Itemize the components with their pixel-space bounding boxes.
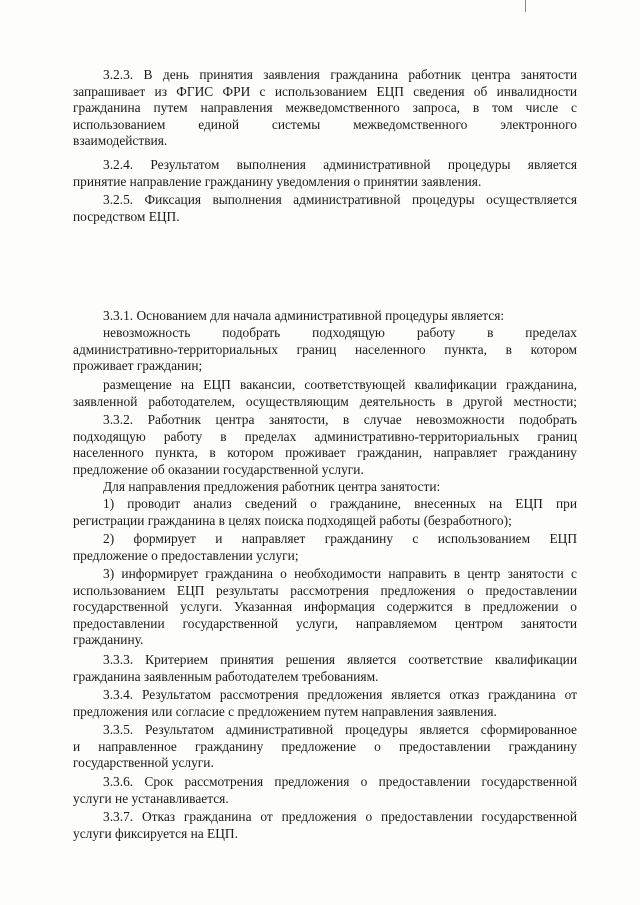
- text-line: 3.3.5. Результатом административной процедуры является сформированное: [103, 722, 577, 737]
- text-line: предоставлении государственной услуги, направляемом центром занятости: [73, 615, 577, 631]
- text-line: 3.3.1. Основанием для начала административной процедуры является:: [103, 308, 505, 323]
- text-line: услуги не устанавливается.: [73, 790, 229, 806]
- text-line: взаимодействия.: [73, 133, 168, 149]
- text-line: 3.2.4. Результатом выполнения административной процедуры является: [103, 157, 577, 172]
- text-line: проживает гражданин;: [73, 358, 203, 374]
- text-line: гражданину.: [73, 632, 144, 648]
- text-line: подходящую работу в пределах административно-территориальных границ: [73, 428, 577, 444]
- list-item-1: [73, 496, 577, 529]
- paragraph-3-3-1: [73, 308, 577, 325]
- text-line: запрашивает из ФГИС ФРИ с использованием ЕЦП сведения об инвалидности: [73, 83, 577, 99]
- text-line: административно-территориальных границ населенного пункта, в котором: [73, 341, 577, 357]
- text-line: гражданина путем направления межведомственного запроса, в том числе с: [73, 100, 577, 116]
- text-line: предложение о предоставлении услуги;: [73, 547, 299, 563]
- paragraph-placement: [73, 377, 577, 410]
- text-line: использованием ЕЦП результаты рассмотрения предложения о предоставлении: [73, 582, 577, 598]
- scan-mark: [525, 0, 526, 12]
- text-line: 3.3.6. Срок рассмотрения предложения о предоставлении государственной: [103, 774, 577, 789]
- paragraph-3-2-3: [73, 67, 577, 150]
- text-line: услуги фиксируется на ЕЦП.: [73, 825, 238, 841]
- text-line: 3.2.5. Фиксация выполнения административной процедуры осуществляется: [103, 192, 577, 207]
- paragraph-3-2-4: [73, 157, 577, 190]
- paragraph-3-3-4: [73, 687, 577, 720]
- text-line: 3.3.3. Критерием принятия решения является соответствие квалификации: [103, 652, 577, 667]
- list-item-2: [73, 531, 577, 564]
- text-line: 3.3.4. Результатом рассмотрения предложения является отказ гражданина от: [103, 687, 577, 702]
- text-line: 3) информирует гражданина о необходимости направить в центр занятости с: [103, 566, 577, 581]
- text-line: 3.3.2. Работник центра занятости, в случае невозможности подобрать: [103, 412, 577, 427]
- paragraph-3-3-5: [73, 722, 577, 772]
- paragraph-impossible: [73, 325, 577, 375]
- text-line: посредством ЕЦП.: [73, 208, 180, 224]
- text-line: 1) проводит анализ сведений о гражданине, внесенных на ЕЦП при: [103, 496, 577, 511]
- text-line: 2) формирует и направляет гражданину с использованием ЕЦП: [103, 531, 577, 546]
- paragraph-3-3-3: [73, 652, 577, 685]
- text-line: населенного пункта, в котором проживает гражданин, направляет гражданину: [73, 445, 577, 461]
- text-line: принятие направление гражданину уведомления о принятии заявления.: [73, 173, 482, 189]
- text-line: 3.3.7. Отказ гражданина от предложения о предоставлении государственной: [103, 809, 577, 824]
- text-line: 3.2.3. В день принятия заявления гражданина работник центра занятости: [103, 67, 577, 82]
- paragraph-3-3-2: [73, 412, 577, 478]
- text-line: гражданина заявленным работодателем требованиям.: [73, 668, 379, 684]
- text-line: предложение об оказании государственной услуги.: [73, 461, 364, 477]
- text-line: государственной услуги.: [73, 755, 214, 771]
- list-item-3: [73, 566, 577, 649]
- paragraph-3-2-5: [73, 192, 577, 225]
- text-line: размещение на ЕЦП вакансии, соответствующей квалификации гражданина,: [103, 377, 577, 392]
- paragraph-for-direction: [73, 479, 577, 496]
- text-line: использованием единой системы межведомственного электронного: [73, 116, 577, 132]
- text-line: предложения или согласие с предложением путем направления заявления.: [73, 703, 497, 719]
- text-line: невозможность подобрать подходящую работу в пределах: [103, 325, 577, 340]
- text-line: заявленной работодателем, осуществляющим деятельность в другой местности;: [73, 393, 577, 409]
- paragraph-3-3-7: [73, 809, 577, 842]
- paragraph-3-3-6: [73, 774, 577, 807]
- text-line: государственной услуги. Указанная информация содержится в предложении о: [73, 599, 577, 615]
- text-line: регистрации гражданина в целях поиска подходящей работы (безработного);: [73, 512, 512, 528]
- text-line: Для направления предложения работник центра занятости:: [103, 479, 441, 494]
- text-line: и направленное гражданину предложение о предоставлении гражданину: [73, 738, 577, 754]
